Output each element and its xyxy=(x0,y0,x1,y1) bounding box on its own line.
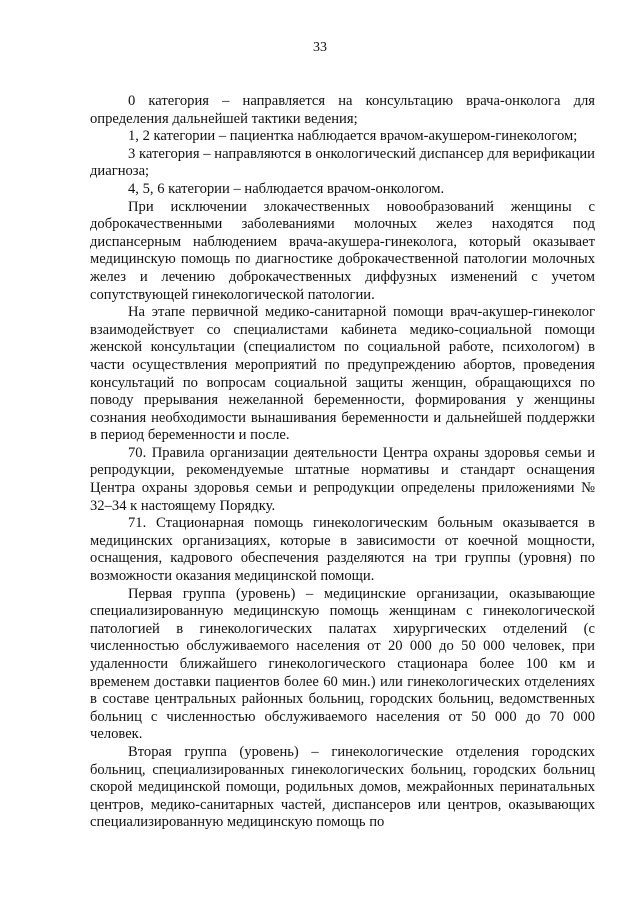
paragraph: 1, 2 категории – пациентка наблюдается врачом-акушером-гинекологом; xyxy=(128,128,578,145)
paragraph: На этапе первичной медико-санитарной помощи врач-акушер-гинеколог взаимодействует со специалистами кабинета медико-социальной помощи женской консультации (специалистом по социальной работе, психологом) в части осуществления мероприятий по предупреждению абортов, проведения консультаций по вопросам социальной защиты женщин, обращающихся по поводу прерывания нежеланной беременности, формирования у женщины сознания необходимости вынашивания беременности и дальнейшей поддержки в период беременности и после. xyxy=(90,304,595,444)
paragraph: Первая группа (уровень) – медицинские организации, оказывающие специализированную медицинскую помощь женщинам с гинекологической патологией в гинекологических палатах хирургических отделений (с численностью обслуживаемого населения от 20 000 до 50 000 человек, при удаленности ближайшего гинекологического стационара более 100 км и временем доставки пациентов более 60 мин.) или гинекологических отделениях в составе центральных районных больниц, городских больниц, ведомственных больниц с численностью обслуживаемого населения от 50 000 до 70 000 человек. xyxy=(90,585,595,743)
paragraph: 70. Правила организации деятельности Центра охраны здоровья семьи и репродукции, рекомендуемые штатные нормативы и стандарт оснащения Центра охраны здоровья семьи и репродукции определены приложениями № 32–34 к настоящему Порядку. xyxy=(90,444,595,514)
document-body xyxy=(90,93,595,832)
paragraph: При исключении злокачественных новообразований женщины с доброкачественными заболеваниями молочных желез находятся под диспансерным наблюдением врача-акушера-гинеколога, который оказывает медицинскую помощь по диагностике доброкачественной патологии молочных желез и лечению доброкачественных диффузных изменений с учетом сопутствующей гинекологической патологии. xyxy=(90,198,595,303)
paragraph: Вторая группа (уровень) – гинекологические отделения городских больниц, специализированных гинекологических больниц, городских больниц скорой медицинской помощи, родильных домов, межрайонных перинатальных центров, медико-санитарных частей, диспансеров или центров, оказывающих специализированную медицинскую помощь по xyxy=(90,743,595,831)
paragraph: 4, 5, 6 категории – наблюдается врачом-онкологом. xyxy=(128,180,445,197)
paragraph: 3 категория – направляются в онкологический диспансер для верификации диагноза; xyxy=(90,145,595,180)
paragraph: 0 категория – направляется на консультацию врача-онколога для определения дальнейшей тактики ведения; xyxy=(90,93,595,127)
paragraph: 71. Стационарная помощь гинекологическим больным оказывается в медицинских организациях, которые в зависимости от коечной мощности, оснащения, кадрового обеспечения разделяются на три группы (уровня) по возможности оказания медицинской помощи. xyxy=(90,515,595,585)
page-number: 33 xyxy=(313,40,327,55)
